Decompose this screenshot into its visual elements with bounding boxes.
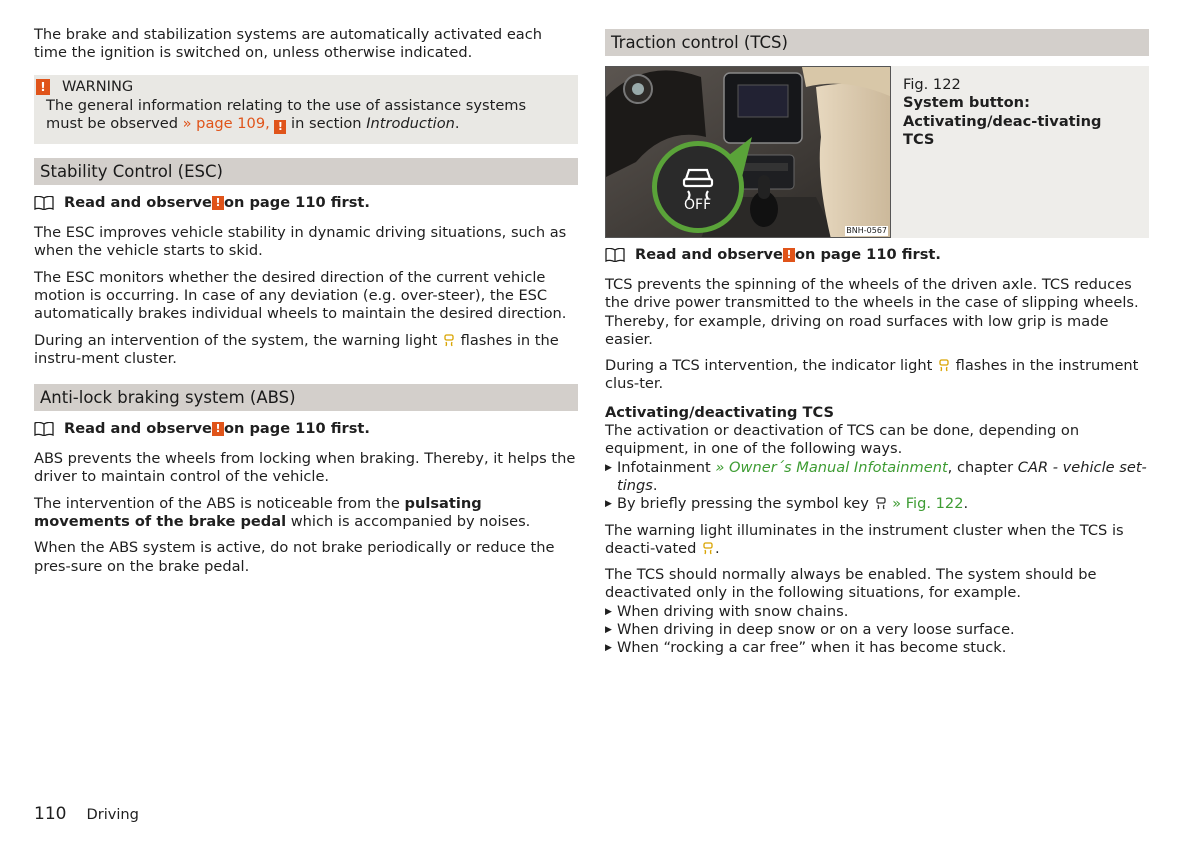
warning-header [36,77,566,97]
page-number: 110 [34,804,67,824]
tcs-paragraph: TCS prevents the spinning of the wheels of the driven axle. TCS reduces the drive power transmitted to the wheels in the case of slipping wheels. Thereby, for example, driving on road surfaces with low grip is made easier. [605,276,1139,348]
read-note: Read and observe ! on page 110 first. [34,420,578,438]
section-heading-esc: Stability Control (ESC) [34,158,578,185]
bullet-arrow-icon: ▶ [605,625,612,636]
abs-paragraph: ABS prevents the wheels from locking when braking. Thereby, it helps the driver to maintain control of the vehicle. [34,450,576,486]
esc-paragraph: During an intervention of the system, the warning light flashes in the instru-ment cluster. [34,331,559,367]
figure-link[interactable]: » Fig. 122 [892,495,964,513]
page-footer [34,804,139,824]
warning-icon: ! [36,79,50,95]
figure-off-label: OFF [684,197,712,213]
list-item: ▶ Infotainment » Owner´s Manual Infotainment, chapter CAR - vehicle set-tings. [605,458,1147,494]
left-column [34,26,578,576]
warning-text: The general information relating to the use of assistance systems must be observed » page 109, ! in section Introduction. [46,96,527,133]
bullet-arrow-icon: ▶ [605,606,612,617]
tcs-paragraph: The warning light illuminates in the instrument cluster when the TCS is deacti-vated . [605,521,1124,557]
tcs-paragraph: The TCS should normally always be enabled. The system should be deactivated only in the following situations, for example. [605,566,1097,602]
book-icon [34,196,54,210]
footer-section: Driving [86,806,139,823]
abs-paragraph: The intervention of the ABS is noticeable from the pulsating movements of the brake pedal which is accompanied by noises. [34,494,531,530]
skid-warning-icon [937,358,951,372]
list-item: ▶ When driving in deep snow or on a very loose surface. [605,621,1015,639]
abs-paragraph: When the ABS system is active, do not brake periodically or reduce the pres-sure on the brake pedal. [34,539,555,575]
dashboard-illustration [606,67,891,238]
read-note: Read and observe ! on page 110 first. [34,194,578,212]
skid-warning-icon [701,541,715,555]
figure-number: Fig. 122 [903,76,961,93]
warning-box [34,75,578,144]
esc-paragraph: The ESC monitors whether the desired direction of the current vehicle motion is occurring. In case of any deviation (e.g. over-steer), the ESC automatically brakes individual wheels to maintain the desired direction. [34,268,567,323]
list-item: ▶ When “rocking a car free” when it has become stuck. [605,639,1007,657]
bullet-arrow-icon: ▶ [605,643,612,654]
read-note: Read and observe ! on page 110 first. [605,246,1149,264]
warning-icon: ! [783,248,795,262]
manual-link[interactable]: » Owner´s Manual Infotainment [715,458,948,476]
figure-image [605,66,891,238]
tcs-key-icon [874,496,888,510]
intro-text: The brake and stabilization systems are automatically activated each time the ignition is switched on, unless otherwise indicated. [34,26,543,62]
esc-paragraph: The ESC improves vehicle stability in dynamic driving situations, such as when the vehicle starts to skid. [34,224,567,260]
warning-title: WARNING [62,77,134,95]
figure-caption-text: System button: Activating/deac-tivating TCS [903,94,1102,148]
figure-caption [891,66,1145,238]
page-link[interactable]: » page 109, [182,114,270,132]
right-column [605,29,1149,658]
book-icon [34,422,54,436]
warning-icon: ! [274,120,286,134]
bullet-arrow-icon: ▶ [605,499,612,510]
figure-code: BNH-0567 [846,226,887,235]
section-heading-tcs: Traction control (TCS) [605,29,1149,56]
tcs-paragraph: During a TCS intervention, the indicator light flashes in the instrument clus-ter. [605,357,1139,393]
sub-heading: Activating/deactivating TCS [605,403,834,421]
list-item: ▶ By briefly pressing the symbol key » Fig. 122. [605,495,969,513]
warning-icon: ! [212,422,224,436]
book-icon [605,248,625,262]
warning-icon: ! [212,196,224,210]
skid-warning-icon [442,333,456,347]
tcs-paragraph: The activation or deactivation of TCS can be done, depending on equipment, in one of the following ways. [605,422,1080,458]
list-item: ▶ When driving with snow chains. [605,602,849,620]
section-heading-abs: Anti-lock braking system (ABS) [34,384,578,411]
figure-122 [605,66,1149,238]
bullet-arrow-icon: ▶ [605,462,612,473]
